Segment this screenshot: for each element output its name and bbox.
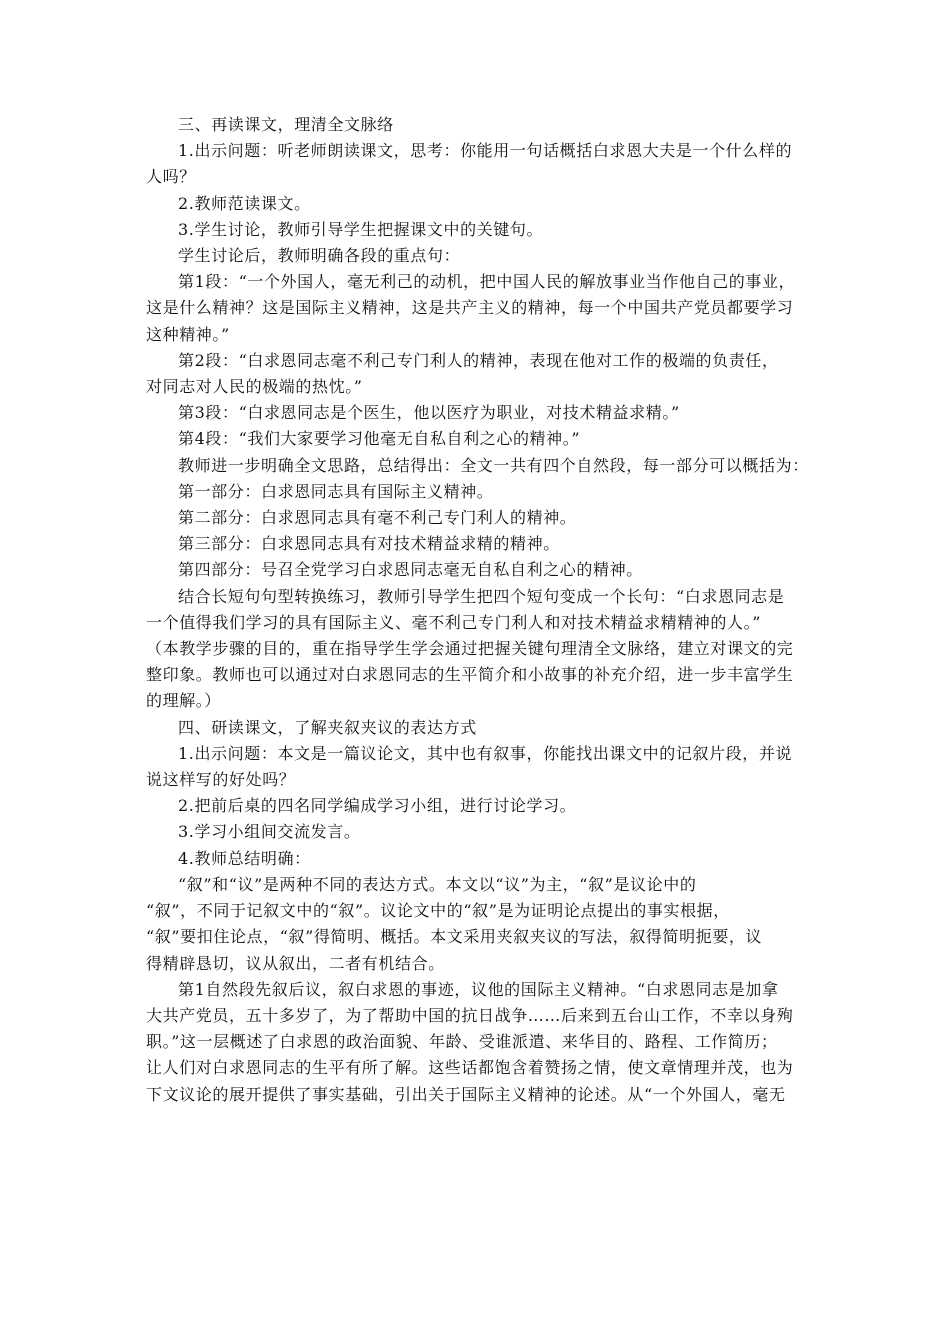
text-line: “叙”，不同于记叙文中的“叙”。议论文中的“叙”是为证明论点提出的事实根据， — [146, 901, 730, 921]
document-body — [146, 112, 810, 1108]
text-line: 得精辟恳切，议从叙出，二者有机结合。 — [146, 953, 445, 973]
text-line: 4.教师总结明确： — [178, 848, 311, 868]
text-line: 的理解。） — [146, 691, 222, 711]
text-line: 3.学生讨论，教师引导学生把握课文中的关键句。 — [178, 219, 544, 239]
text-line: 第一部分：白求恩同志具有国际主义精神。 — [178, 481, 494, 501]
text-line: 这是什么精神？这是国际主义精神，这是共产主义的精神，每一个中国共产党员都要学习 — [146, 298, 794, 318]
text-line: 第1自然段先叙后议，叙白求恩的事迹，议他的国际主义精神。“白求恩同志是加拿 — [178, 979, 779, 999]
text-line: 大共产党员，五十多岁了，为了帮助中国的抗日战争……后来到五台山工作，不幸以身殉 — [146, 1005, 794, 1025]
text-line: 1.出示问题：本文是一篇议论文，其中也有叙事，你能找出课文中的记叙片段，并说 — [178, 743, 793, 763]
text-line: 学生讨论后，教师明确各段的重点句： — [178, 246, 461, 266]
text-line: 第二部分：白求恩同志具有毫不利己专门利人的精神。 — [178, 508, 577, 528]
text-line: 2.教师范读课文。 — [178, 193, 311, 213]
text-line: 下文议论的展开提供了事实基础，引出关于国际主义精神的论述。从“一个外国人，毫无 — [146, 1084, 786, 1104]
text-line: 说这样写的好处吗？ — [146, 770, 296, 790]
text-line: “叙”和“议”是两种不同的表达方式。本文以“议”为主，“叙”是议论中的 — [178, 874, 697, 894]
text-line: 教师进一步明确全文思路，总结得出：全文一共有四个自然段，每一部分可以概括为： — [178, 455, 809, 475]
text-line: 第1段：“一个外国人，毫无利己的动机，把中国人民的解放事业当作他自己的事业， — [178, 272, 796, 292]
text-line: 三、再读课文，理清全文脉络 — [178, 115, 394, 134]
text-line: 让人们对白求恩同志的生平有所了解。这些话都饱含着赞扬之情，使文章情理并茂，也为 — [146, 1058, 794, 1078]
text-line: （本教学步骤的目的，重在指导学生学会通过把握关键句理清全文脉络，建立对课文的完 — [146, 639, 794, 659]
text-line: 对同志对人民的极端的热忱。” — [146, 377, 363, 397]
text-line: 第3段：“白求恩同志是个医生，他以医疗为职业，对技术精益求精。” — [178, 403, 680, 423]
text-line: 整印象。教师也可以通过对白求恩同志的生平简介和小故事的补充介绍，进一步丰富学生 — [146, 665, 794, 685]
text-line: 四、研读课文，了解夹叙夹议的表达方式 — [178, 717, 477, 737]
text-line: 结合长短句句型转换练习，教师引导学生把四个短句变成一个长句：“白求恩同志是 — [178, 586, 785, 606]
text-line: 第4段：“我们大家要学习他毫无自私自利之心的精神。” — [178, 429, 581, 449]
text-line: 第三部分：白求恩同志具有对技术精益求精的精神。 — [178, 534, 560, 554]
text-line: 3.学习小组间交流发言。 — [178, 822, 361, 842]
text-line: 人吗？ — [146, 167, 196, 187]
text-line: 第四部分：号召全党学习白求恩同志毫无自私自利之心的精神。 — [178, 560, 643, 580]
text-line: 第2段：“白求恩同志毫不利己专门利人的精神，表现在他对工作的极端的负责任， — [178, 350, 779, 370]
text-line: 职。”这一层概述了白求恩的政治面貌、年龄、受谁派遣、来华目的、路程、工作简历； — [146, 1032, 778, 1052]
text-line: “叙”要扣住论点，“叙”得简明、概括。本文采用夹叙夹议的写法，叙得简明扼要，议 — [146, 927, 763, 947]
text-line: 一个值得我们学习的具有国际主义、毫不利己专门利人和对技术精益求精精神的人。” — [146, 612, 761, 632]
text-line: 2.把前后桌的四名同学编成学习小组，进行讨论学习。 — [178, 796, 577, 816]
text-line: 这种精神。” — [146, 324, 230, 344]
text-line: 1.出示问题：听老师朗读课文，思考：你能用一句话概括白求恩大夫是一个什么样的 — [178, 141, 793, 161]
